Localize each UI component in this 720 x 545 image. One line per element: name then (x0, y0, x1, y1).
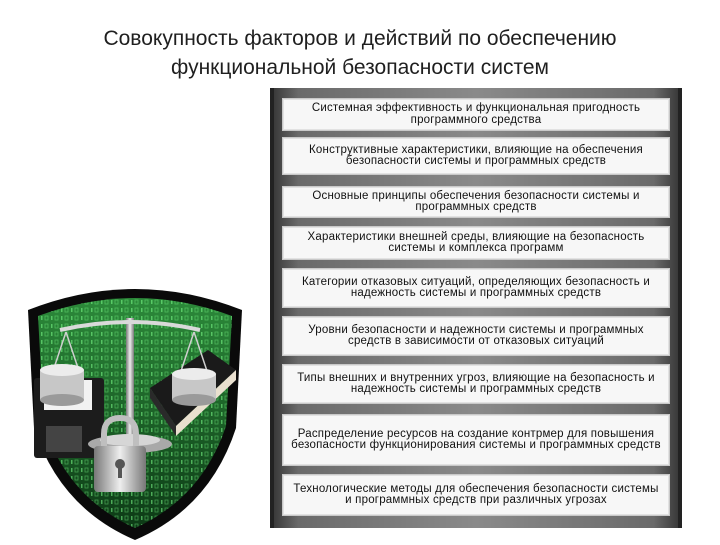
factor-item: Основные принципы обеспечения безопасности системы и программных средств (282, 186, 670, 218)
factor-item: Конструктивные характеристики, влияющие на обеспечения безопасности системы и программных средств (282, 137, 670, 175)
factor-item: Распределение ресурсов на создание контрмер для повышения безопасности функционирования системы и программных средств (282, 414, 670, 466)
factor-item: Уровни безопасности и надежности системы и программных средств в зависимости от отказовых ситуаций (282, 316, 670, 356)
factor-item: Технологические методы для обеспечения безопасности системы и программных средств при различных угрозах (282, 474, 670, 516)
factor-item: Характеристики внешней среды, влияющие на безопасность системы и комплекса программ (282, 226, 670, 260)
security-illustration-svg (0, 258, 270, 540)
factor-item: Типы внешних и внутренних угроз, влияющие на безопасность и надежность системы и программных средств (282, 364, 670, 404)
factor-item: Категории отказовых ситуаций, определяющих безопасность и надежность системы и программных средств (282, 268, 670, 308)
slide-title-line-1: Совокупность факторов и действий по обеспечению (103, 27, 617, 50)
factors-panel (270, 88, 682, 528)
slide-title (40, 24, 680, 82)
security-illustration (0, 258, 270, 540)
factor-item: Системная эффективность и функциональная пригодность программного средства (282, 98, 670, 131)
slide-title-line-2: функциональной безопасности систем (171, 56, 549, 79)
